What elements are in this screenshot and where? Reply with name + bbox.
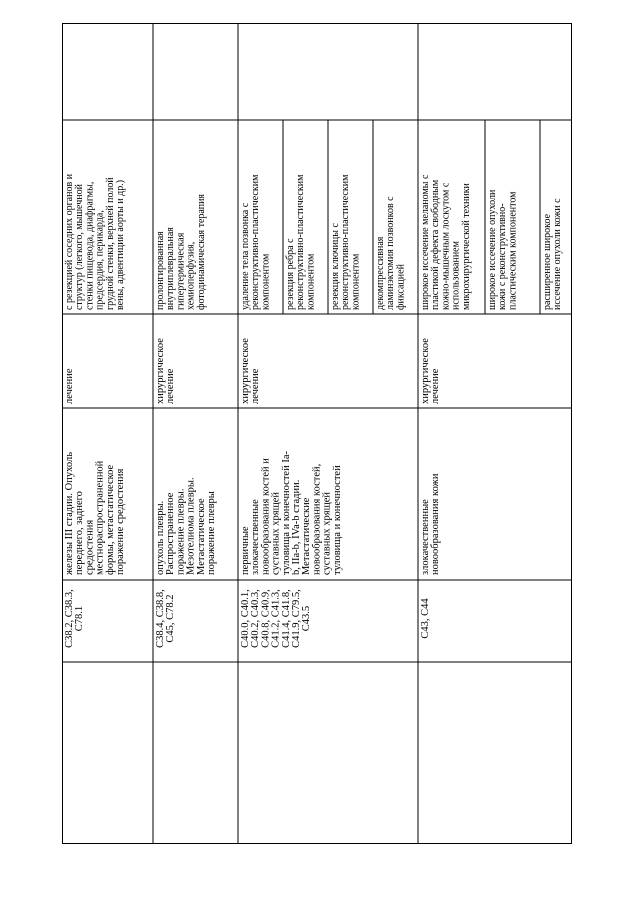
disease-description-line: злокачественные bbox=[420, 499, 431, 575]
treatment-method-line: компонентом bbox=[260, 253, 272, 310]
diagnosis-code-line: C38.4, C38.8, bbox=[155, 589, 166, 648]
treatment-type-line: хирургическое bbox=[420, 338, 431, 404]
treatment-type-line: лечение bbox=[165, 368, 177, 404]
disease-description-line: злокачественные bbox=[250, 499, 262, 575]
treatment-method-line: грудной стенки, верхней полой bbox=[104, 177, 116, 310]
treatment-method-line: фиксацией bbox=[395, 264, 407, 310]
disease-description-line: Метастатические bbox=[301, 497, 313, 575]
treatment-method-line: компонентом bbox=[350, 253, 362, 310]
treatment-method-line: резекция ребра с bbox=[285, 238, 296, 310]
diagnosis-code-line: C45, C78.2 bbox=[165, 594, 177, 643]
treatment-method-line: кожно-мышечным лоскутом с bbox=[440, 182, 452, 310]
treatment-method-line: удаление тела позвонка с bbox=[240, 202, 251, 310]
diagnosis-code-line: C41.9, C79.5, bbox=[291, 589, 302, 648]
disease-description-line: новообразования кожи bbox=[430, 473, 442, 575]
treatment-method-line: резекция ключицы с bbox=[330, 223, 341, 310]
disease-description-line: туловища и конечностей bbox=[331, 465, 343, 575]
treatment-method-line: с резекцией соседних органов и bbox=[64, 173, 75, 310]
disease-description-line: железы III стадии. Опухоль bbox=[64, 451, 75, 575]
disease-description-line: поражение средостения bbox=[115, 468, 126, 575]
diagnosis-code-line: C40.8, C40.9, bbox=[260, 589, 272, 648]
treatment-method-line: компонентом bbox=[305, 253, 317, 310]
diagnosis-code-line: C43, C44 bbox=[420, 598, 431, 639]
table-border bbox=[63, 24, 572, 844]
treatment-method-line: декомпрессивная bbox=[375, 236, 386, 310]
treatment-type-line: лечение bbox=[64, 368, 75, 404]
table-text bbox=[64, 173, 563, 648]
disease-description-line: переднего, заднего bbox=[74, 491, 86, 575]
disease-description-line: опухоль плевры. bbox=[155, 500, 166, 575]
treatment-method-line: микрохирургической техники bbox=[460, 183, 472, 310]
disease-description-line: новообразования костей и bbox=[260, 458, 272, 575]
treatment-type-line: лечение bbox=[250, 368, 262, 404]
disease-description-line: средостения bbox=[84, 519, 96, 575]
treatment-method-line: реконструктивно-пластическим bbox=[295, 174, 307, 310]
diagnosis-code-line: C40.0, C40.1, bbox=[240, 589, 251, 648]
diagnosis-code-line: C78.1 bbox=[74, 605, 86, 632]
treatment-method-line: использованием bbox=[450, 241, 462, 310]
treatment-method-line: реконструктивно-пластическим bbox=[250, 174, 262, 310]
treatment-method-line: вены, адвентиции аорты и др.) bbox=[115, 179, 126, 310]
disease-description-line: Метастатическое bbox=[195, 498, 207, 575]
disease-description-line: b, IIa-b, IVa-b стадии. bbox=[291, 479, 302, 575]
treatment-method-line: хемиоперфузия, bbox=[185, 241, 197, 310]
disease-description-line: поражение плевры bbox=[206, 491, 217, 575]
disease-description-line: поражение плевры. bbox=[175, 488, 187, 575]
treatment-method-line: пролонгированная bbox=[155, 231, 166, 310]
disease-description-line: суставных хрящей bbox=[270, 491, 282, 575]
treatment-method-line: иссечение опухоли кожи с bbox=[552, 198, 564, 310]
disease-description-line: местнораспространенной bbox=[94, 460, 106, 575]
diagnosis-code-line: C38.2, C38.3, bbox=[64, 589, 75, 648]
treatment-method-line: кожи с реконструктивно- bbox=[497, 203, 509, 310]
treatment-method-line: пластикой дефекта свободным bbox=[430, 179, 442, 310]
disease-description-line: Мезотелиома плевры. bbox=[185, 477, 197, 575]
disease-description-line: суставных хрящей bbox=[321, 491, 333, 575]
treatment-method-line: внутриплевральная bbox=[165, 227, 177, 310]
disease-description-line: Распространенное bbox=[165, 492, 177, 575]
treatment-type-line: хирургическое bbox=[240, 338, 251, 404]
disease-description-line: туловища и конечностей Ia- bbox=[280, 451, 292, 575]
treatment-method-line: гипертермическая bbox=[175, 232, 187, 310]
treatment-method-line: пластическим компонентом bbox=[507, 191, 519, 310]
diagnosis-code-line: C41.2, C41.3, bbox=[270, 589, 282, 648]
treatment-method-line: расширенное широкое bbox=[542, 213, 553, 310]
diagnosis-code-line: C41.4, C41.8, bbox=[280, 589, 292, 648]
disease-description-line: первичные bbox=[240, 526, 251, 575]
treatment-type-line: хирургическое bbox=[155, 338, 166, 404]
treatment-method-line: фотодинамическая терапия bbox=[195, 193, 207, 310]
diagnosis-code-line: C40.2, C40.3, bbox=[250, 589, 262, 648]
treatment-method-line: предсердия, перикарда, bbox=[94, 210, 106, 310]
disease-description-line: формы, метастатическое bbox=[104, 464, 116, 575]
disease-description-line: новообразования костей, bbox=[311, 463, 323, 575]
treatment-method-line: ламинэктомия позвонков с bbox=[385, 196, 397, 310]
treatment-method-line: структур (легкого, мышечной bbox=[74, 184, 86, 310]
diagnosis-code-line: C43.5 bbox=[301, 605, 313, 632]
treatment-method-line: широкое иссечение меланомы с bbox=[420, 174, 431, 310]
treatment-method-line: стенки пищевода, диафрагмы, bbox=[84, 181, 96, 310]
treatment-type-line: лечение bbox=[430, 368, 442, 404]
treatment-method-line: реконструктивно-пластическим bbox=[340, 174, 352, 310]
treatment-method-line: широкое иссечение опухоли bbox=[487, 189, 498, 310]
